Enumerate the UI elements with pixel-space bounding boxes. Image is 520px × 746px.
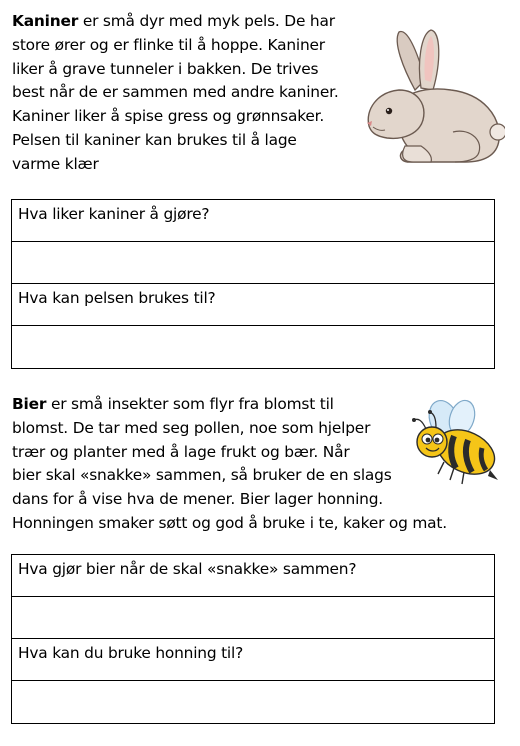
bee-lead-word: Bier (12, 395, 47, 413)
bee-line-2: blomst. De tar med seg pollen, noe som hjelper (12, 418, 371, 437)
bee-question-table (11, 554, 495, 724)
bee-line-1: er små insekter som flyr fra blomst til (46, 395, 334, 413)
bee-question-1: Hva gjør bier når de skal «snakke» sammen? (12, 555, 494, 597)
rabbit-line-7: varme klær (12, 154, 99, 173)
rabbit-answer-1[interactable] (12, 242, 494, 284)
bee-answer-1[interactable] (12, 597, 494, 639)
rabbit-line-2: store ører og er flinke til å hoppe. Kaniner (12, 35, 325, 54)
rabbit-lead-word: Kaniner (12, 12, 79, 30)
rabbit-question-2: Hva kan pelsen brukes til? (12, 284, 494, 326)
bee-paragraph (12, 393, 447, 536)
rabbit-line-3: liker å grave tunneler i bakken. De trives (12, 59, 319, 78)
rabbit-line-6: Pelsen til kaniner kan brukes til å lage (12, 130, 297, 149)
bee-line-6: Honningen smaker søtt og god å bruke i te, kaker og mat. (12, 513, 447, 532)
rabbit-line-1: er små dyr med myk pels. De har (78, 12, 335, 30)
bee-line-3: trær og planter med å lage frukt og bær. Når (12, 442, 350, 461)
rabbit-paragraph (12, 10, 339, 177)
rabbit-question-1: Hva liker kaniner å gjøre? (12, 200, 494, 242)
rabbit-line-4: best når de er sammen med andre kaniner. (12, 83, 339, 102)
rabbit-line-5: Kaniner liker å spise gress og grønnsaker. (12, 107, 325, 126)
rabbit-question-table (11, 199, 495, 369)
rabbit-answer-2[interactable] (12, 326, 494, 368)
bee-line-4: bier skal «snakke» sammen, så bruker de en slags (12, 466, 392, 485)
bee-icon (404, 398, 504, 488)
rabbit-icon (355, 28, 505, 168)
bee-answer-2[interactable] (12, 681, 494, 723)
bee-line-5: dans for å vise hva de mener. Bier lager honning. (12, 490, 383, 509)
bee-question-2: Hva kan du bruke honning til? (12, 639, 494, 681)
